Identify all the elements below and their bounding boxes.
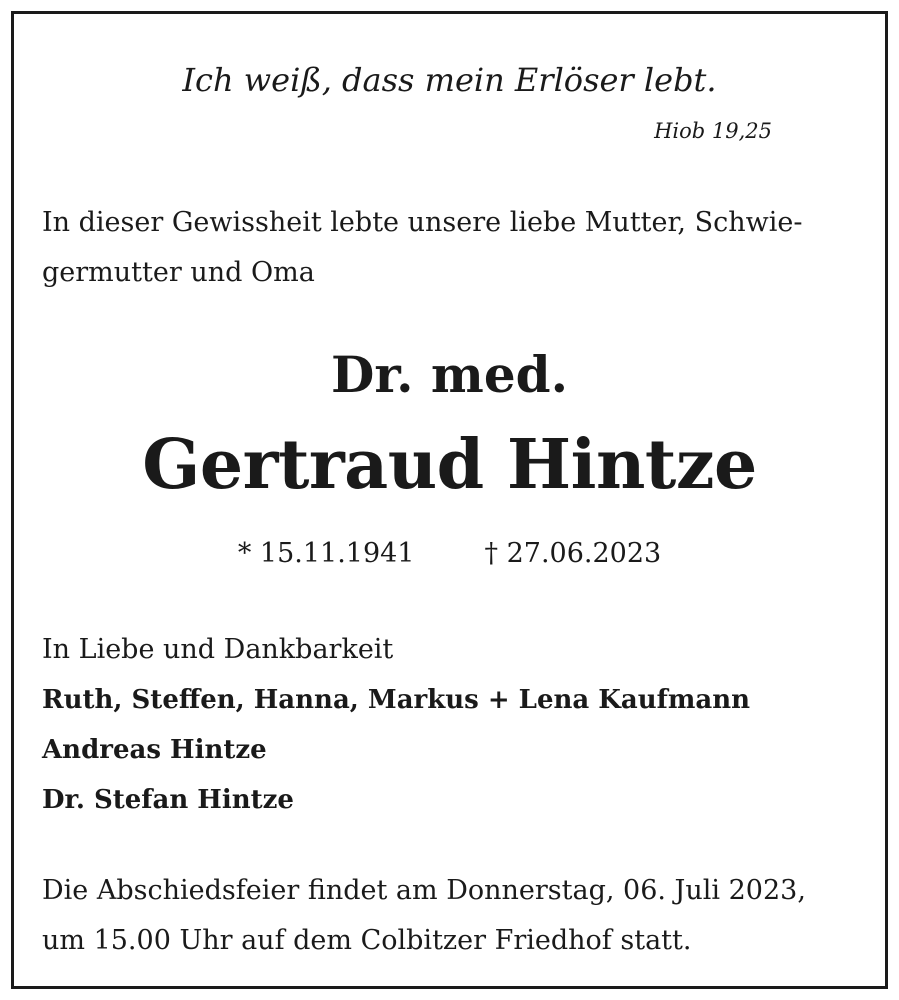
bible-verse: Ich weiß, dass mein Erlöser lebt. (182, 61, 717, 99)
mourner-name: Ruth, Steffen, Hanna, Markus + Lena Kaufmann (42, 685, 751, 715)
mourners-intro: In Liebe und Dankbarkeit (42, 634, 394, 665)
life-dates (14, 534, 885, 574)
ceremony-info (42, 866, 872, 966)
deceased-title: Dr. med. (330, 345, 568, 404)
bible-verse-reference: Hiob 19,25 (654, 119, 772, 143)
mourners (42, 625, 862, 825)
ceremony-line-2: um 15.00 Uhr auf dem Colbitzer Friedhof statt. (42, 925, 692, 956)
deceased-name: Gertraud Hintze (142, 425, 757, 505)
ceremony-line-1: Die Abschiedsfeier findet am Donnerstag, 06. Juli 2023, (42, 875, 806, 906)
mourner-name: Dr. Stefan Hintze (42, 785, 294, 815)
intro-line-1: In dieser Gewissheit lebte unsere liebe Mutter, Schwie- (42, 207, 803, 238)
birth-date: * 15.11.1941 (237, 538, 415, 569)
obituary-notice (11, 11, 888, 989)
death-date: † 27.06.2023 (484, 538, 662, 569)
intro-line-2: germutter und Oma (42, 257, 315, 288)
mourner-name: Andreas Hintze (42, 735, 267, 765)
intro-text (42, 198, 862, 298)
